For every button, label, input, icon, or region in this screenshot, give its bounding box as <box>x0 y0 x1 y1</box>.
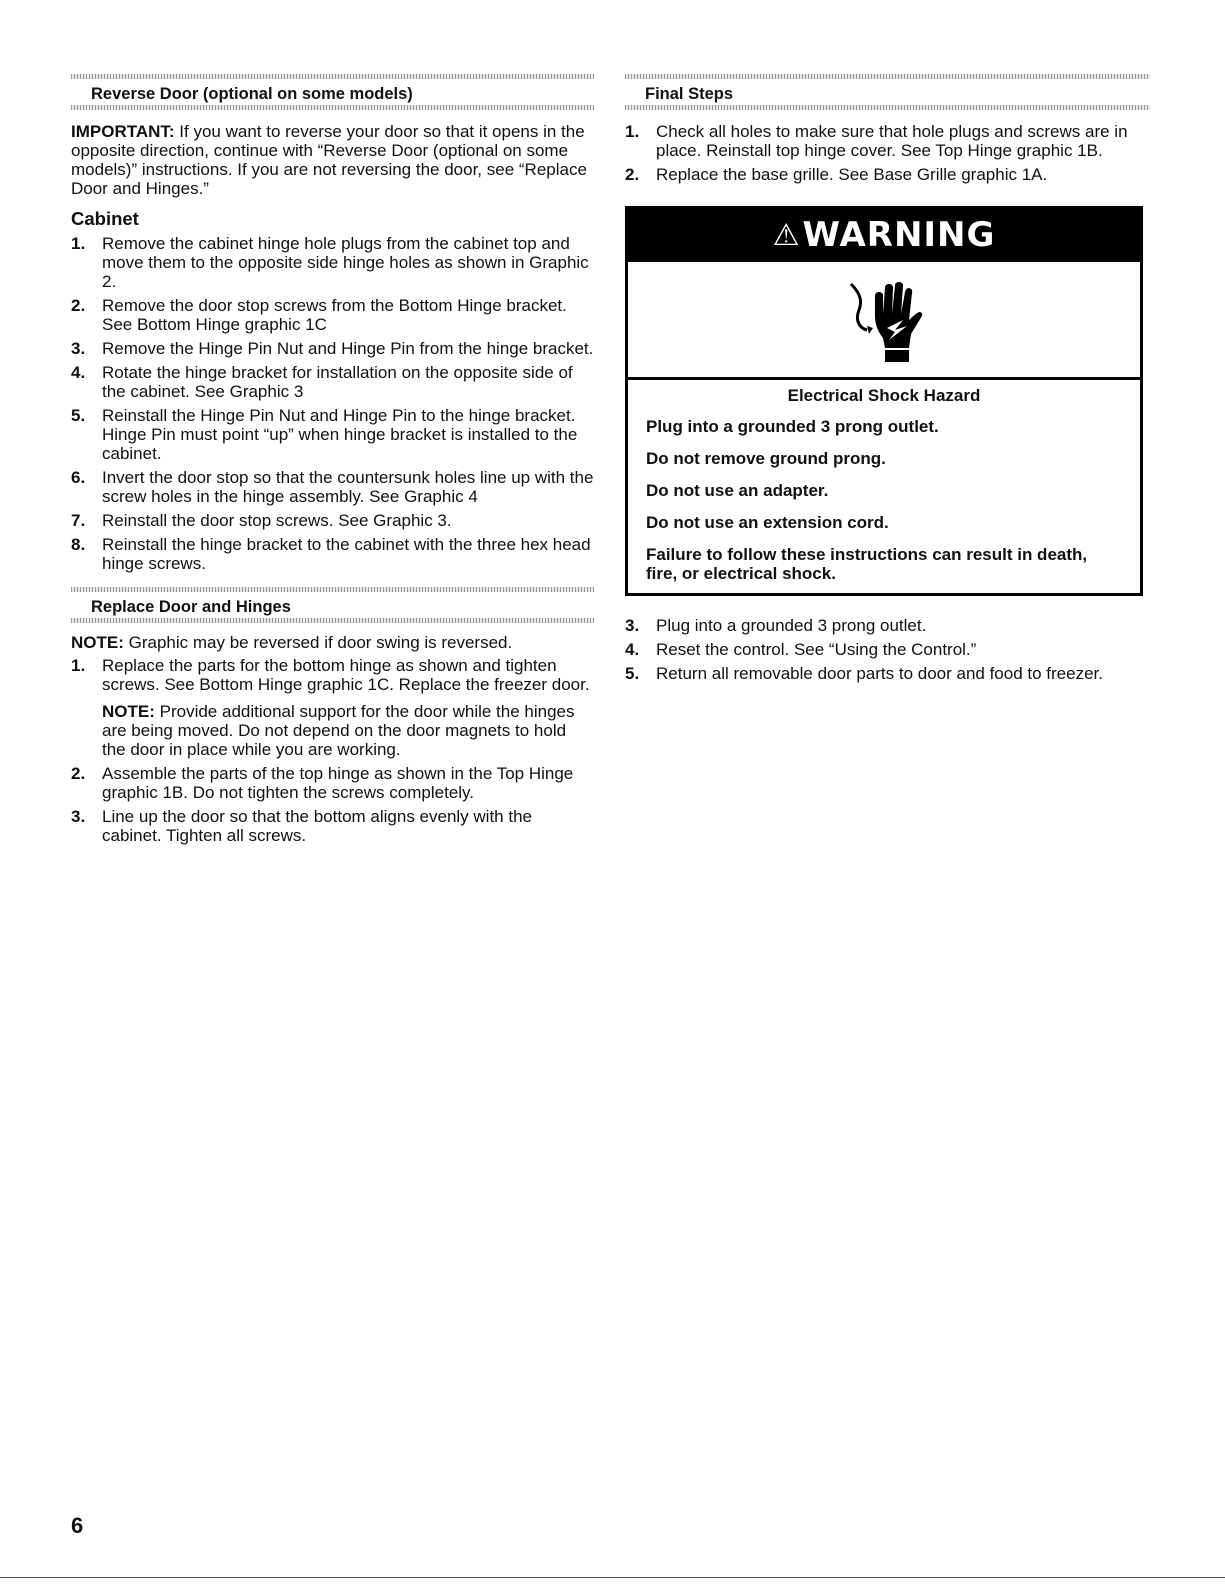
step-text: Reinstall the door stop screws. See Graphic 3. <box>102 511 452 530</box>
step-text: Reinstall the Hinge Pin Nut and Hinge Pin to the hinge bracket. Hinge Pin must point “up” when hinge bracket is installed to the cabinet. <box>102 406 578 463</box>
step-number: 2. <box>625 165 640 184</box>
step-note-text: Provide additional support for the door while the hinges are being moved. Do not depend on the door magnets to hold the door in place while you are working. <box>102 702 575 759</box>
list-item <box>71 363 594 401</box>
step-text: Invert the door stop so that the countersunk holes line up with the screw holes in the hinge assembly. See Graphic 4 <box>102 468 594 506</box>
step-text: Check all holes to make sure that hole plugs and screws are in place. Reinstall top hinge cover. See Top Hinge graphic 1B. <box>656 122 1128 160</box>
step-number: 5. <box>71 406 86 425</box>
step-text: Remove the door stop screws from the Bottom Hinge bracket. See Bottom Hinge graphic 1C <box>102 296 567 334</box>
step-number: 6. <box>71 468 86 487</box>
list-item <box>71 535 594 573</box>
step-text: Replace the parts for the bottom hinge as shown and tighten screws. See Bottom Hinge graphic 1C. Replace the freezer door. <box>102 656 590 694</box>
step-note <box>102 702 594 759</box>
cabinet-steps-list <box>71 234 594 573</box>
list-item <box>625 616 1150 635</box>
hazard-title: Electrical Shock Hazard <box>787 386 981 405</box>
list-item <box>625 165 1150 184</box>
warning-line: Do not use an adapter. <box>646 481 829 500</box>
step-text: Plug into a grounded 3 prong outlet. <box>656 616 927 635</box>
step-number: 2. <box>71 296 86 315</box>
step-note-label: NOTE: <box>102 702 155 721</box>
replace-door-steps-list <box>71 656 594 845</box>
list-item <box>71 406 594 463</box>
note-paragraph <box>71 633 594 652</box>
warning-body <box>628 380 1140 593</box>
important-text: If you want to reverse your door so that it opens in the opposite direction, continue with “Reverse Door (optional on some models)” instructions. If you are not reversing the door, see “Replace Door and Hinges.” <box>71 122 587 198</box>
note-text: Graphic may be reversed if door swing is reversed. <box>128 633 513 652</box>
warning-line: Do not remove ground prong. <box>646 449 886 468</box>
list-item <box>71 468 594 506</box>
list-item <box>625 664 1150 683</box>
bottom-rule <box>0 1577 1225 1578</box>
warning-line: Plug into a grounded 3 prong outlet. <box>646 417 939 436</box>
important-paragraph <box>71 122 594 198</box>
list-item <box>71 296 594 334</box>
list-item <box>71 764 594 802</box>
final-steps-list-top <box>625 122 1150 184</box>
step-number: 5. <box>625 664 640 683</box>
step-number: 3. <box>625 616 640 635</box>
section-heading-reverse-door: Reverse Door (optional on some models) <box>71 74 594 110</box>
warning-graphic <box>628 262 1140 380</box>
list-item <box>71 807 594 845</box>
right-column <box>625 74 1150 688</box>
section-heading-replace-door: Replace Door and Hinges <box>71 587 594 623</box>
step-text: Remove the cabinet hinge hole plugs from the cabinet top and move them to the opposite side hinge holes as shown in Graphic 2. <box>102 234 589 291</box>
step-number: 7. <box>71 511 86 530</box>
cabinet-heading: Cabinet <box>71 208 139 229</box>
step-number: 8. <box>71 535 86 554</box>
warning-triangle-icon: ⚠ <box>772 218 801 253</box>
list-item <box>71 339 594 358</box>
step-text: Remove the Hinge Pin Nut and Hinge Pin from the hinge bracket. <box>102 339 594 358</box>
step-number: 2. <box>71 764 86 783</box>
warning-box <box>625 206 1143 596</box>
left-column <box>71 74 594 850</box>
page-number: 6 <box>71 1513 84 1538</box>
important-label: IMPORTANT: <box>71 122 175 141</box>
list-item <box>71 656 594 759</box>
step-text: Reset the control. See “Using the Control.” <box>656 640 977 659</box>
step-number: 3. <box>71 807 86 826</box>
step-text: Reinstall the hinge bracket to the cabinet with the three hex head hinge screws. <box>102 535 591 573</box>
list-item <box>71 234 594 291</box>
list-item <box>625 122 1150 160</box>
step-text: Return all removable door parts to door and food to freezer. <box>656 664 1103 683</box>
step-number: 4. <box>625 640 640 659</box>
step-number: 1. <box>625 122 640 141</box>
list-item <box>71 511 594 530</box>
warning-line: Failure to follow these instructions can result in death, fire, or electrical shock. <box>646 545 1088 583</box>
step-number: 3. <box>71 339 86 358</box>
warning-line: Do not use an extension cord. <box>646 513 889 532</box>
note-label: NOTE: <box>71 633 124 652</box>
section-heading-final-steps: Final Steps <box>625 74 1150 110</box>
step-number: 1. <box>71 234 86 253</box>
warning-banner <box>628 209 1140 262</box>
step-text: Assemble the parts of the top hinge as shown in the Top Hinge graphic 1B. Do not tighten the screws completely. <box>102 764 574 802</box>
step-number: 4. <box>71 363 86 382</box>
step-text: Replace the base grille. See Base Grille graphic 1A. <box>656 165 1048 184</box>
warning-title: WARNING <box>802 215 996 255</box>
final-steps-list-bottom <box>625 616 1150 683</box>
electrical-shock-hand-icon <box>829 270 939 370</box>
step-text: Line up the door so that the bottom aligns evenly with the cabinet. Tighten all screws. <box>102 807 532 845</box>
step-number: 1. <box>71 656 86 675</box>
step-text: Rotate the hinge bracket for installation on the opposite side of the cabinet. See Graphic 3 <box>102 363 573 401</box>
list-item <box>625 640 1150 659</box>
